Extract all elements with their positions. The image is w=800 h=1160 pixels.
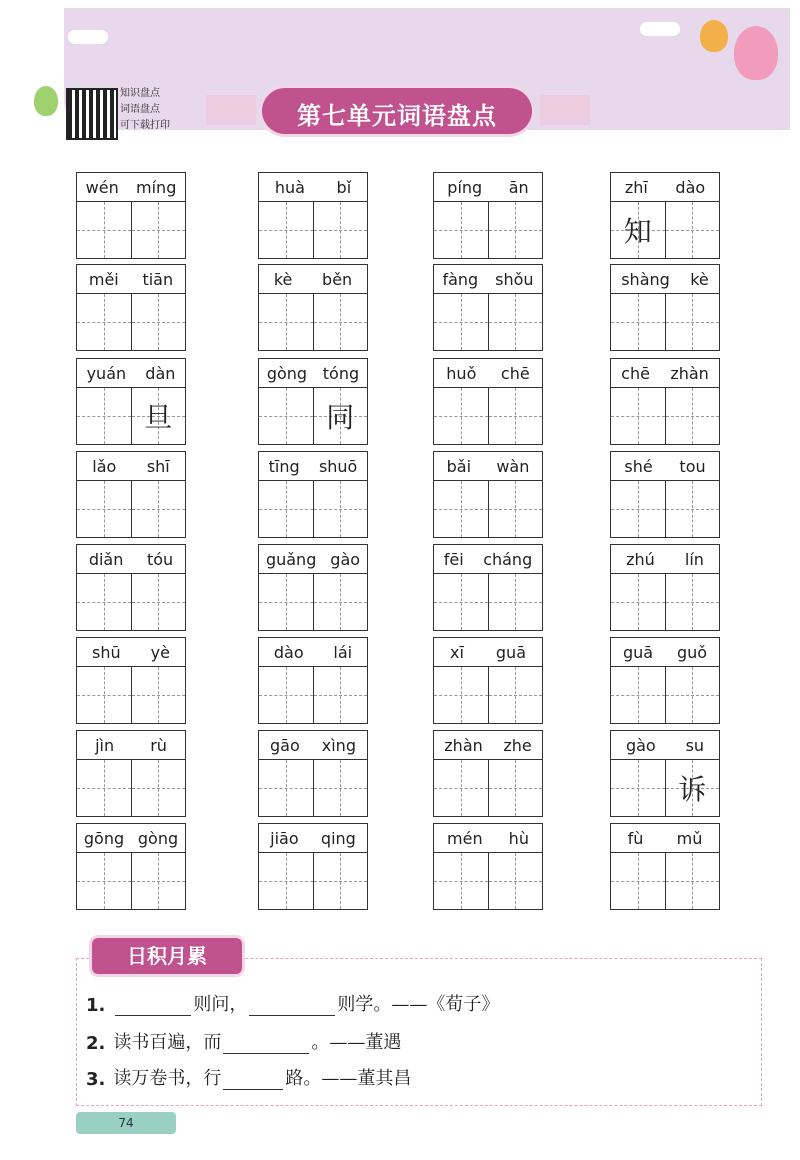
pinyin: kè (273, 269, 293, 289)
qr-caption (120, 86, 170, 134)
pinyin: mǔ (676, 828, 703, 848)
line-text: 。——董遇 (311, 1032, 402, 1053)
writing-cell[interactable] (666, 388, 720, 444)
pinyin: guǒ (676, 642, 708, 662)
writing-cell[interactable] (666, 574, 720, 630)
writing-cells (610, 852, 720, 910)
writing-cell[interactable] (77, 388, 132, 444)
writing-cell[interactable] (434, 481, 489, 537)
pinyin: yè (150, 642, 170, 662)
line-number: 3. (86, 1069, 106, 1090)
writing-cell[interactable] (489, 294, 543, 350)
writing-cell[interactable] (489, 574, 543, 630)
pinyin: gāo (270, 735, 300, 755)
pinyin: hù (508, 828, 529, 848)
pinyin-row (76, 637, 186, 666)
writing-cells (433, 852, 543, 910)
pinyin: dàn (145, 363, 176, 383)
writing-cell[interactable] (489, 667, 543, 723)
pinyin-row (433, 358, 543, 387)
pinyin-row (258, 358, 368, 387)
writing-cells (258, 387, 368, 445)
pinyin-row (258, 451, 368, 480)
writing-cell[interactable] (489, 853, 543, 909)
writing-cell[interactable] (434, 853, 489, 909)
writing-cell[interactable] (259, 760, 314, 816)
pinyin: rù (150, 735, 167, 755)
hanzi: 旦 (144, 401, 173, 434)
word-box (610, 451, 720, 537)
pinyin-row (610, 544, 720, 573)
word-box (610, 823, 720, 909)
pinyin: kè (690, 269, 709, 289)
pinyin: běn (322, 269, 353, 289)
word-box (433, 172, 543, 258)
pinyin: shé (624, 456, 653, 476)
writing-cells (258, 293, 368, 351)
writing-cell[interactable] (259, 574, 314, 630)
line-text: 读万卷书，行 (113, 1068, 222, 1089)
exercise-line (86, 1064, 411, 1090)
writing-cells (610, 480, 720, 538)
pinyin-row (76, 358, 186, 387)
writing-cell[interactable] (666, 202, 720, 258)
page-number-badge (76, 1112, 176, 1134)
word-box (258, 172, 368, 258)
pinyin-row (433, 730, 543, 759)
title-badge (262, 88, 532, 134)
writing-cell[interactable] (611, 388, 666, 444)
pinyin-row (433, 172, 543, 201)
writing-cell[interactable] (259, 202, 314, 258)
pinyin: wén (85, 177, 119, 197)
pinyin: tiān (142, 269, 174, 289)
line-text: 则学。——《荀子》 (337, 994, 500, 1015)
word-box (433, 451, 543, 537)
writing-cells (76, 293, 186, 351)
answer-blank[interactable] (223, 1069, 283, 1090)
line-text: 路。——董其昌 (285, 1068, 412, 1089)
pinyin-row (76, 730, 186, 759)
pinyin: bǐ (336, 177, 352, 197)
pinyin: tóu (146, 549, 174, 569)
pinyin: tīng (268, 456, 300, 476)
pinyin: míng (136, 177, 177, 197)
writing-cell[interactable] (489, 388, 543, 444)
title-decoration-right (540, 95, 590, 125)
writing-cells (433, 759, 543, 817)
writing-cell[interactable] (434, 760, 489, 816)
writing-cell[interactable] (666, 481, 720, 537)
writing-cell[interactable] (611, 481, 666, 537)
writing-cell[interactable] (314, 294, 368, 350)
writing-cell[interactable] (666, 667, 720, 723)
writing-cell[interactable] (611, 667, 666, 723)
pinyin: fù (627, 828, 644, 848)
hanzi: 诉 (678, 773, 707, 806)
pinyin: jìn (95, 735, 115, 755)
writing-cells (433, 480, 543, 538)
word-box (76, 730, 186, 816)
pinyin-row (433, 637, 543, 666)
line-number: 1. (86, 995, 106, 1016)
writing-cells (76, 573, 186, 631)
balloon-icon (700, 20, 728, 52)
word-box (610, 358, 720, 444)
writing-cells (433, 387, 543, 445)
writing-cells (258, 480, 368, 538)
writing-cells (610, 759, 720, 817)
writing-cell[interactable] (314, 667, 368, 723)
writing-cell[interactable] (259, 667, 314, 723)
answer-blank[interactable] (223, 1033, 309, 1054)
exercise-line (86, 990, 499, 1016)
word-box (433, 264, 543, 350)
word-box (433, 544, 543, 630)
pinyin: cháng (483, 549, 533, 569)
writing-cell[interactable] (132, 760, 186, 816)
hanzi: 同 (326, 401, 355, 434)
pinyin: shàng (621, 269, 670, 289)
writing-cells (433, 666, 543, 724)
writing-cells (433, 201, 543, 259)
pinyin: zhe (503, 735, 532, 755)
balloon-icon (734, 26, 778, 80)
title-decoration-left (206, 95, 256, 125)
accumulation-title-badge (92, 938, 242, 974)
cloud-decoration (640, 22, 680, 36)
pinyin: zhī (624, 177, 648, 197)
exercise-line (86, 1028, 401, 1054)
pinyin: zhú (626, 549, 655, 569)
pinyin-row (76, 544, 186, 573)
pinyin: píng (447, 177, 483, 197)
pinyin: wàn (496, 456, 530, 476)
pinyin: zhàn (670, 363, 709, 383)
answer-blank[interactable] (249, 995, 335, 1016)
word-box (76, 451, 186, 537)
word-box (76, 544, 186, 630)
writing-cell[interactable] (611, 294, 666, 350)
pinyin: mén (447, 828, 483, 848)
writing-cells (76, 759, 186, 817)
line-number: 2. (86, 1033, 106, 1054)
writing-cell[interactable] (314, 202, 368, 258)
pinyin: fēi (443, 549, 464, 569)
writing-cells (610, 293, 720, 351)
balloon-icon (34, 86, 58, 116)
line-text: 则问， (193, 994, 248, 1015)
pinyin-row (258, 264, 368, 293)
writing-cells (258, 573, 368, 631)
pinyin: gòng (137, 828, 179, 848)
pinyin: bǎi (446, 456, 472, 476)
writing-cell[interactable] (259, 294, 314, 350)
writing-cell[interactable] (77, 202, 132, 258)
writing-cells (610, 666, 720, 724)
word-box (258, 544, 368, 630)
pinyin: su (685, 735, 705, 755)
writing-cell[interactable] (489, 481, 543, 537)
writing-cell[interactable] (314, 760, 368, 816)
pinyin-row (610, 637, 720, 666)
pinyin: měi (88, 269, 119, 289)
writing-cell[interactable] (132, 294, 186, 350)
writing-cell[interactable] (314, 388, 368, 444)
pinyin-row (258, 637, 368, 666)
writing-cells (76, 201, 186, 259)
word-box (258, 264, 368, 350)
pinyin: guǎng (265, 549, 317, 569)
page-title: 第七单元词语盘点 (297, 102, 497, 130)
pinyin-row (610, 451, 720, 480)
word-box (433, 730, 543, 816)
pinyin: yuán (86, 363, 127, 383)
writing-cells (433, 293, 543, 351)
writing-cells (76, 480, 186, 538)
pinyin-row (433, 544, 543, 573)
writing-cells (610, 201, 720, 259)
writing-cells (76, 387, 186, 445)
pinyin: shuō (318, 456, 358, 476)
pinyin: gōng (83, 828, 125, 848)
hanzi: 知 (623, 215, 652, 248)
pinyin-row (76, 264, 186, 293)
pinyin-row (610, 264, 720, 293)
writing-cell[interactable] (611, 853, 666, 909)
writing-cells (76, 666, 186, 724)
writing-cell[interactable] (77, 574, 132, 630)
word-box (258, 451, 368, 537)
writing-cell[interactable] (77, 853, 132, 909)
pinyin: dào (675, 177, 706, 197)
pinyin: lái (333, 642, 353, 662)
writing-cell[interactable] (77, 667, 132, 723)
pinyin: dào (273, 642, 304, 662)
pinyin-row (258, 730, 368, 759)
answer-blank[interactable] (115, 995, 191, 1016)
qr-line: 词语盘点 (120, 104, 160, 115)
writing-cell[interactable] (314, 481, 368, 537)
writing-cell[interactable] (611, 574, 666, 630)
word-box (433, 358, 543, 444)
pinyin-row (76, 172, 186, 201)
word-box (258, 730, 368, 816)
writing-cells (610, 573, 720, 631)
pinyin-row (258, 823, 368, 852)
word-box (610, 172, 720, 258)
writing-cells (258, 852, 368, 910)
pinyin: lǎo (92, 456, 117, 476)
writing-cell[interactable] (77, 294, 132, 350)
writing-cell[interactable] (259, 388, 314, 444)
pinyin: fàng (442, 269, 479, 289)
pinyin-row (76, 451, 186, 480)
writing-cell[interactable] (434, 574, 489, 630)
pinyin: gào (625, 735, 656, 755)
writing-cell[interactable] (132, 481, 186, 537)
writing-cell[interactable] (666, 853, 720, 909)
pinyin-row (258, 172, 368, 201)
writing-cell[interactable] (314, 574, 368, 630)
pinyin: jiāo (270, 828, 299, 848)
word-box (76, 264, 186, 350)
writing-cell[interactable] (132, 853, 186, 909)
pinyin: tóng (322, 363, 360, 383)
writing-cells (76, 852, 186, 910)
word-box (610, 637, 720, 723)
word-box (76, 172, 186, 258)
writing-cell[interactable] (132, 574, 186, 630)
writing-cells (258, 201, 368, 259)
pinyin-row (610, 358, 720, 387)
word-box (258, 358, 368, 444)
writing-cell[interactable] (132, 667, 186, 723)
line-text: 读书百遍，而 (113, 1032, 222, 1053)
pinyin: tou (679, 456, 706, 476)
word-box (610, 730, 720, 816)
pinyin: huà (274, 177, 305, 197)
pinyin-row (433, 823, 543, 852)
pinyin-row (610, 172, 720, 201)
pinyin-row (433, 264, 543, 293)
writing-cell[interactable] (489, 760, 543, 816)
pinyin-row (610, 730, 720, 759)
writing-cell[interactable] (434, 667, 489, 723)
pinyin: diǎn (88, 549, 124, 569)
pinyin: gòng (266, 363, 308, 383)
writing-cells (258, 666, 368, 724)
word-box (76, 358, 186, 444)
word-box (76, 637, 186, 723)
pinyin: chē (500, 363, 530, 383)
writing-cell[interactable] (132, 202, 186, 258)
pinyin: shī (146, 456, 170, 476)
writing-cell[interactable] (434, 388, 489, 444)
pinyin: xìng (321, 735, 356, 755)
qr-line: 可下载打印 (120, 120, 170, 131)
word-box (258, 637, 368, 723)
writing-cells (258, 759, 368, 817)
writing-cell[interactable] (666, 294, 720, 350)
page-number: 74 (118, 1116, 134, 1130)
pinyin: chē (621, 363, 650, 383)
writing-cell[interactable] (132, 388, 186, 444)
word-box (433, 637, 543, 723)
pinyin-row (76, 823, 186, 852)
accumulation-title: 日积月累 (127, 944, 207, 968)
pinyin-row (610, 823, 720, 852)
pinyin: guā (622, 642, 654, 662)
pinyin: shǒu (495, 269, 534, 289)
writing-cell[interactable] (434, 294, 489, 350)
qr-code[interactable] (66, 88, 118, 140)
pinyin: huǒ (446, 363, 477, 383)
word-box (433, 823, 543, 909)
qr-line: 知识盘点 (120, 88, 160, 99)
writing-cell[interactable] (666, 760, 720, 816)
writing-cell[interactable] (489, 202, 543, 258)
writing-cell[interactable] (314, 853, 368, 909)
writing-cell[interactable] (611, 760, 666, 816)
pinyin-row (433, 451, 543, 480)
pinyin: lín (684, 549, 704, 569)
pinyin: shū (92, 642, 121, 662)
writing-cells (610, 387, 720, 445)
pinyin-row (258, 544, 368, 573)
pinyin: xī (449, 642, 464, 662)
word-box (76, 823, 186, 909)
pinyin: ān (508, 177, 529, 197)
word-box (610, 544, 720, 630)
writing-cell[interactable] (77, 481, 132, 537)
pinyin: zhàn (444, 735, 483, 755)
writing-cell[interactable] (611, 202, 666, 258)
writing-cell[interactable] (259, 481, 314, 537)
pinyin: gào (330, 549, 361, 569)
word-box (610, 264, 720, 350)
writing-cell[interactable] (434, 202, 489, 258)
writing-cell[interactable] (77, 760, 132, 816)
pinyin: guā (495, 642, 526, 662)
pinyin: qing (320, 828, 356, 848)
writing-cells (433, 573, 543, 631)
writing-cell[interactable] (259, 853, 314, 909)
cloud-decoration (68, 30, 108, 44)
word-box (258, 823, 368, 909)
